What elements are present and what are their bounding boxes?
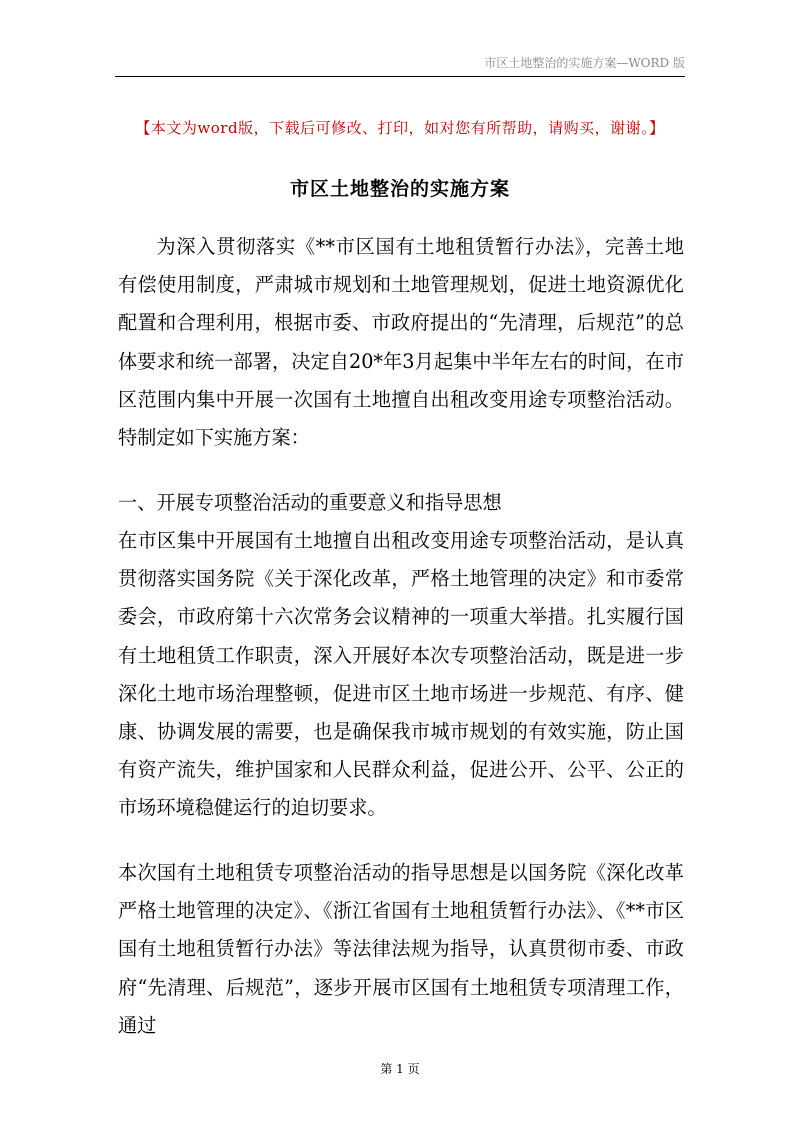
page-number: 第 1 页	[380, 1062, 420, 1076]
section-heading: 一、开展专项整治活动的重要意义和指导思想	[118, 491, 502, 514]
purchase-notice: 【本文为word版，下载后可修改、打印，如对您有所帮助，请购买，谢谢。】	[135, 119, 665, 137]
body-paragraph: 本次国有土地租赁专项整治活动的指导思想是以国务院《深化改革严格土地管理的决定》、《浙江省国有土地租赁暂行办法》、《**市区国有土地租赁暂行办法》等法律法规为指导，认真贯彻市委、市政府“先清理、后规范”，逐步开展市区国有土地租赁专项清理工作，通过	[118, 861, 684, 1037]
page-header	[115, 52, 685, 77]
intro-paragraph: 为深入贯彻落实《**市区国有土地租赁暂行办法》，完善土地有偿使用制度，严肃城市规划和土地管理规划，促进土地资源优化配置和合理利用，根据市委、市政府提出的“先清理，后规范”的总体要求和统一部署，决定自20*年3月起集中半年左右的时间，在市区范围内集中开展一次国有土地擅自出租改变用途专项整治活动。特制定如下实施方案：	[118, 235, 684, 450]
document-title: 市区土地整治的实施方案	[289, 178, 510, 200]
header-text: 市区土地整治的实施方案—WORD 版	[484, 56, 685, 70]
body-paragraph: 在市区集中开展国有土地擅自出租改变用途专项整治活动，是认真贯彻落实国务院《关于深化改革，严格土地管理的决定》和市委常委会，市政府第十六次常务会议精神的一项重大举措。扎实履行国有土地租赁工作职责，深入开展好本次专项整治活动，既是进一步深化土地市场治理整顿，促进市区土地市场进一步规范、有序、健康、协调发展的需要，也是确保我市城市规划的有效实施，防止国有资产流失，维护国家和人民群众利益，促进公开、公平、公正的市场环境稳健运行的迫切要求。	[118, 529, 684, 820]
